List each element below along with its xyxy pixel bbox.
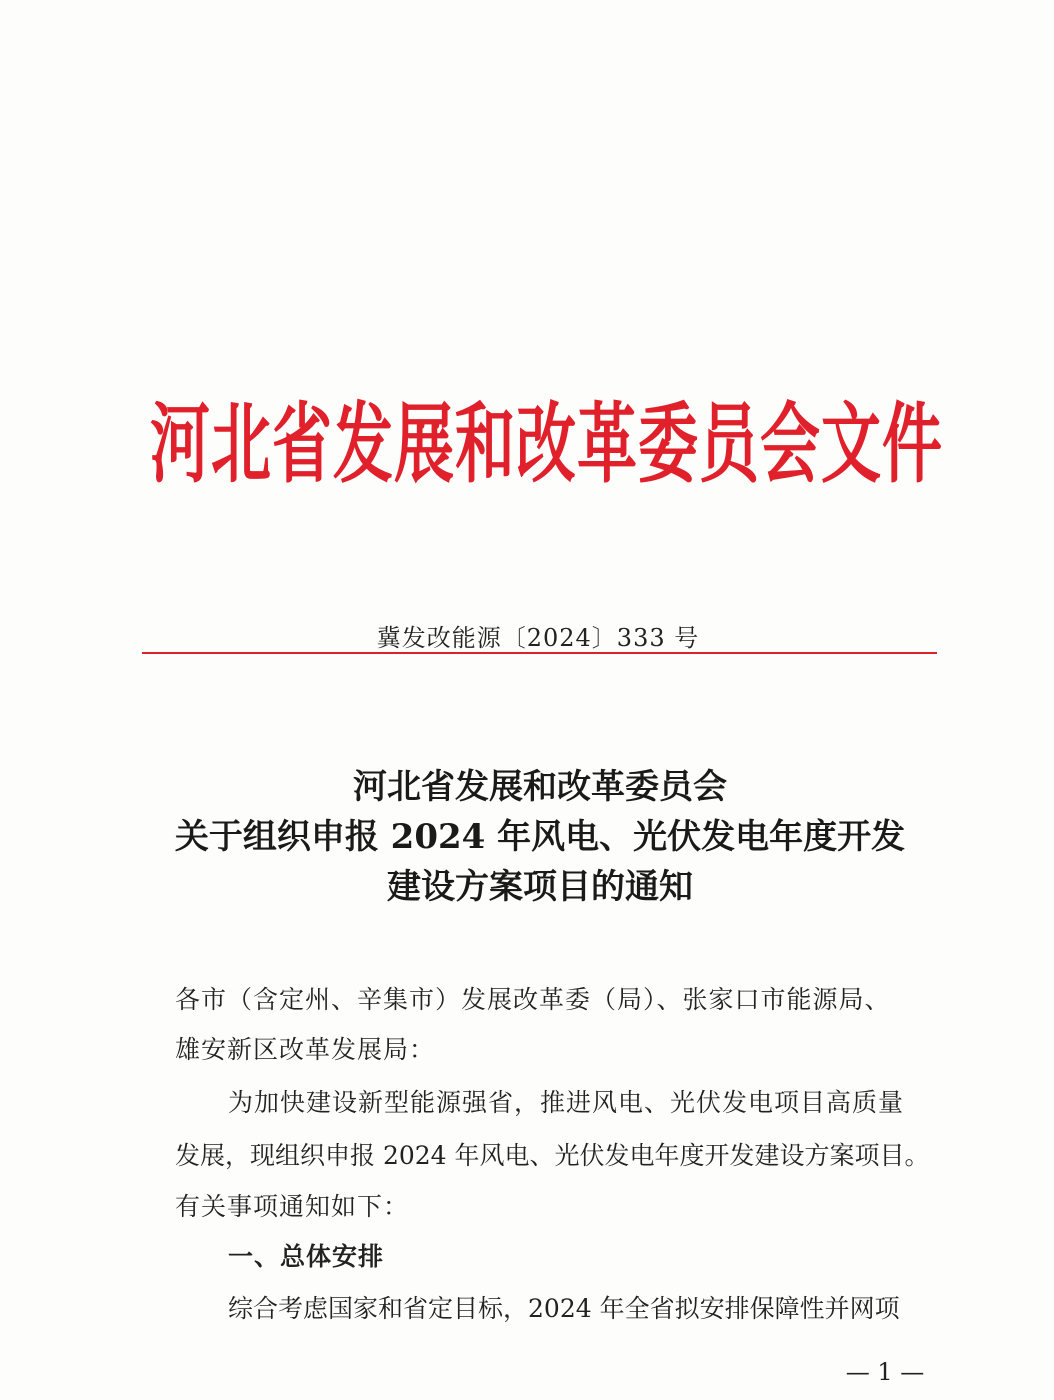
org-banner-title: 河北省发展和改革委员会文件 — [150, 394, 943, 496]
section-1-heading: 一、总体安排 — [228, 1242, 385, 1271]
title-line-1: 河北省发展和改革委员会 — [353, 767, 727, 807]
section-1-line-1: 综合考虑国家和省定目标，2024 年全省拟安排保障性并网项 — [228, 1294, 900, 1323]
paragraph-1-line-2: 发展，现组织申报 2024 年风电、光伏发电年度开发建设方案项目。 — [175, 1141, 930, 1170]
recipients-line-2: 雄安新区改革发展局： — [175, 1035, 436, 1064]
page-number: — 1 — — [845, 1358, 925, 1386]
notice-title — [130, 762, 950, 912]
red-divider-line — [142, 652, 937, 654]
document-number: 冀发改能源〔2024〕333 号 — [376, 624, 700, 652]
paragraph-1-line-1: 为加快建设新型能源强省，推进风电、光伏发电项目高质量 — [228, 1088, 905, 1117]
title-line-3: 建设方案项目的通知 — [387, 867, 693, 907]
title-line-2: 关于组织申报 2024 年风电、光伏发电年度开发 — [174, 817, 906, 857]
paragraph-1-line-3: 有关事项通知如下： — [175, 1192, 410, 1221]
recipients-line-1: 各市（含定州、辛集市）发展改革委（局）、张家口市能源局、 — [175, 985, 891, 1014]
